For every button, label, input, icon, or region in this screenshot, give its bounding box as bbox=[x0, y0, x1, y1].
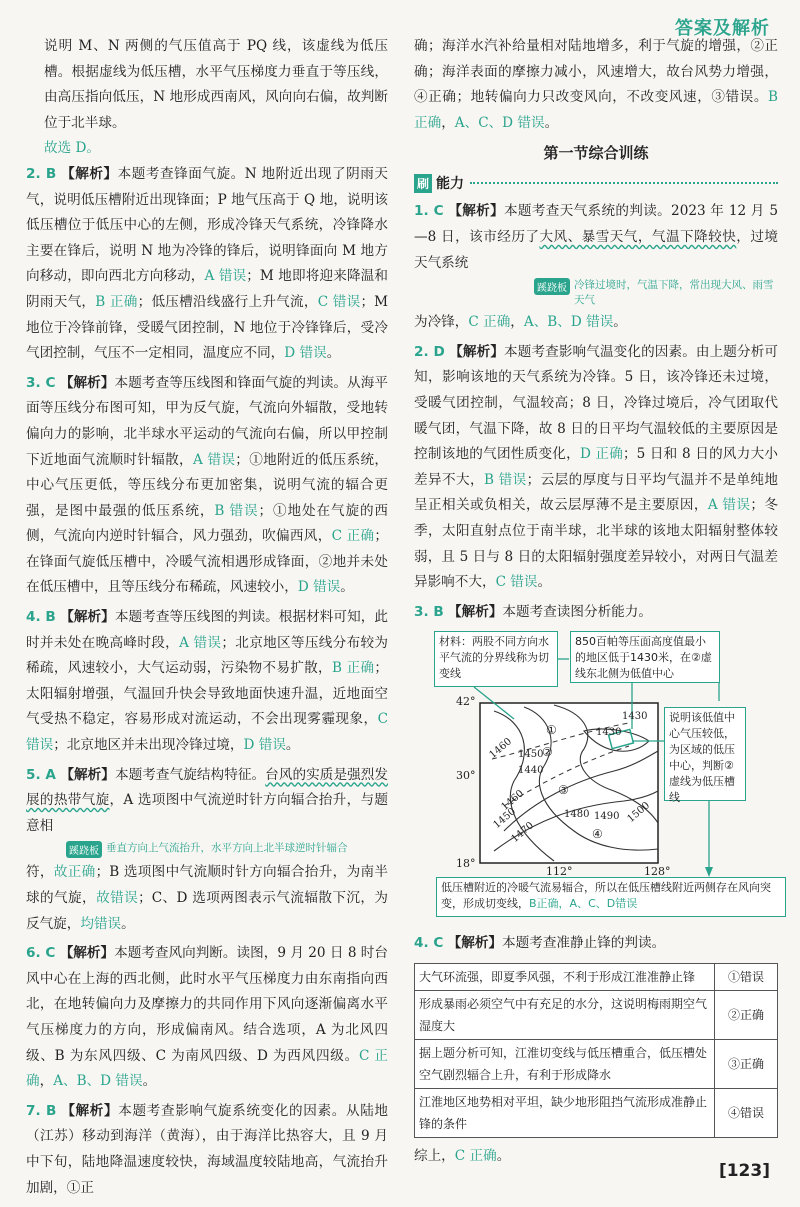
lon-label: 112° bbox=[546, 865, 573, 879]
paragraph-text: ；①地处在气旋的西侧，气流向内逆时针辐合，风力强劲，吹偏西风， bbox=[26, 502, 389, 545]
paragraph-text: 。 bbox=[142, 1073, 157, 1090]
verdict: A、B、D 错误 bbox=[53, 1073, 143, 1090]
table-cell: 据上题分析可知，江淮切变线与低压槽重合，低压槽处空气剧烈辐合上升，有利于形成降水 bbox=[415, 1039, 715, 1088]
verdict: C 正确 bbox=[454, 1147, 497, 1164]
section-title: 第一节综合训练 bbox=[543, 144, 649, 163]
page-header: 答案及解析 bbox=[675, 18, 770, 39]
dotted-divider bbox=[470, 182, 778, 184]
verdict: A 错误 bbox=[179, 634, 222, 651]
table-row bbox=[415, 963, 778, 990]
analysis-table bbox=[414, 963, 778, 1138]
analysis-tag: 【解析】 bbox=[448, 203, 505, 220]
verdict: A、C、D 错误 bbox=[454, 114, 545, 131]
question-number: 3. C bbox=[26, 374, 56, 391]
question-number: 4. C bbox=[414, 935, 444, 952]
question-number: 3. B bbox=[414, 603, 444, 620]
contour-value: 1500 bbox=[625, 800, 653, 826]
answer-item-r3 bbox=[414, 600, 778, 626]
analysis-tag: 【解析】 bbox=[60, 766, 115, 783]
paragraph-text: ， bbox=[39, 1073, 54, 1090]
paragraph-text: ；云层的厚度与日平均气温并不是单纯地呈正相关或负相关，故云层厚薄不是主要原因， bbox=[414, 471, 779, 514]
tip-note bbox=[66, 841, 388, 858]
paragraph-text: 符， bbox=[26, 864, 54, 881]
paragraph-text: ；5 日和 8 日的风力大小差异不大， bbox=[414, 446, 778, 488]
marker-3: ③ bbox=[558, 783, 569, 798]
verdict: B 错误 bbox=[214, 502, 259, 519]
tip-badge: 蹊跷板 bbox=[66, 841, 102, 858]
contour-value: 1460 bbox=[499, 788, 527, 814]
paragraph-text: 本题考查气旋结构特征。 bbox=[114, 766, 266, 783]
verdict: D 错误 bbox=[284, 345, 327, 362]
verdict: C 正确 bbox=[331, 528, 375, 545]
analysis-tag: 【解析】 bbox=[61, 165, 118, 182]
paragraph-text: 。 bbox=[496, 1147, 511, 1164]
answer-item-r1-cont bbox=[414, 310, 778, 336]
verdict: C 正确 bbox=[26, 1047, 388, 1090]
verdict: C 正确 bbox=[468, 314, 511, 331]
analysis-tag: 【解析】 bbox=[447, 935, 503, 952]
summary-text: 低压槽附近的冷暖气流易辐合，所以在低压槽线附近两侧存在风向突变，形成切变线， bbox=[441, 881, 771, 911]
answer-choice: 故选 D。 bbox=[44, 140, 101, 157]
ability-badge: 刷 bbox=[414, 174, 432, 193]
map-frame bbox=[480, 703, 658, 863]
table-row bbox=[415, 1039, 778, 1088]
answer-item-5 bbox=[26, 763, 388, 840]
paragraph-text: ；低压槽沿线盛行上升气流， bbox=[137, 293, 318, 310]
table-row bbox=[415, 1088, 778, 1137]
paragraph-text: 本题考查影响气温变化的因素。由上题分析可知，影响该地的天气系统为冷锋。5 日，该冷锋还未过境，受暖气团控制，气温较高；8 日，冷锋过境后，冷气团取代暖气团，气温下降，故 8 日的日平均气温较低的主要原因是控制该地的气团性质变化， bbox=[414, 343, 779, 463]
underlined-key-text: 台风的实质是强烈发展的热带气旋 bbox=[26, 766, 389, 809]
lat-label: 30° bbox=[456, 769, 476, 783]
paragraph-text: 。 bbox=[326, 345, 341, 362]
page-number-value: 123 bbox=[726, 1161, 763, 1181]
tip-badge: 蹊跷板 bbox=[534, 278, 570, 295]
table-cell: 江淮地区地势相对平坦，缺少地形阻挡气流形成准静止锋的条件 bbox=[415, 1088, 715, 1137]
contour-value: 1430 bbox=[596, 727, 622, 739]
question-number: 2. D bbox=[414, 343, 445, 360]
answer-item-r2 bbox=[414, 340, 778, 596]
marker-1: ① bbox=[546, 723, 557, 738]
lat-label: 42° bbox=[456, 695, 476, 709]
lon-label: 128° bbox=[644, 865, 671, 879]
continuation-text bbox=[26, 34, 388, 162]
contour-value: 1450 bbox=[491, 806, 519, 832]
paragraph-text: ，A 选项图中气流逆时针方向辐合抬升，与题意相 bbox=[26, 792, 389, 834]
paragraph-text: ；在锋面气旋低压槽中，冷暖气流相遇形成锋面，②地并未处在低压槽中，且等压线分布稀疏，风速较小， bbox=[26, 528, 388, 596]
paragraph-text: 。 bbox=[613, 314, 627, 331]
underlined-key-text: 大风、暴雪天气，气温下降较快 bbox=[539, 228, 737, 245]
paragraph-text: 说明 M、N 两侧的气压值高于 PQ 线，该虚线为低压槽。根据虚线为低压槽，水平气压梯度力垂直于等压线，由高压指向低压，N 地形成西南风，风向向右偏，故判断位于北半球。 bbox=[44, 38, 388, 131]
table-result: ③正确 bbox=[715, 1039, 778, 1088]
answer-item-3 bbox=[26, 371, 388, 601]
answer-item-6 bbox=[26, 941, 388, 1095]
question-number: 2. B bbox=[26, 165, 57, 182]
paragraph-text: 本题考查影响气旋系统变化的因素。从陆地（江苏）移动到海洋（黄海），由于海洋比热容大，且 9 月中下旬，陆地降温速度较快，海域温度较陆地高，气流抬升加剧，①正 bbox=[26, 1102, 389, 1196]
paragraph-text: ；北京地区并未出现冷锋过境， bbox=[53, 737, 244, 754]
paragraph-text: 。 bbox=[544, 114, 559, 131]
paragraph-text: ；C、D 选项两图表示气流辐散下沉，为反气旋， bbox=[26, 890, 388, 932]
verdict: C 错误 bbox=[26, 711, 388, 754]
paragraph-text: ；冬季，太阳直射点位于南半球，北半球的该地太阳辐射整体较弱，且 5 日与 8 日的太阳辐射强度差异较小，对两日气温差异影响不大， bbox=[414, 497, 779, 591]
analysis-tag: 【解析】 bbox=[61, 1102, 119, 1119]
verdict: B正确，A、C、D错误 bbox=[529, 897, 638, 911]
paragraph-text: ；M 地位于冷锋前锋，受暖气团控制，N 地位于冷锋锋后，受冷气团控制，气压不一定相同，温度应不同， bbox=[26, 293, 388, 362]
verdict: A 错误 bbox=[707, 497, 751, 514]
table-result: ①错误 bbox=[715, 963, 778, 990]
conclusion-box: 说明该低值中心气压较低，为区域的低压中心，判断②虚线为低压槽线 bbox=[664, 707, 746, 801]
paragraph-text: ；①地附近的低压系统，中心气压更低，等压线分布更加密集，说明气流的辐合更强，是图中最强的低压系统， bbox=[26, 451, 389, 519]
isobar-diagram bbox=[434, 631, 794, 921]
paragraph-text: 本题考查锋面气旋。N 地附近出现了阴雨天气，说明低压槽附近出现锋面；P 地气压高于 Q 地，说明该低压槽位于低压中心的左侧，形成冷锋天气系统，冷锋降水主要在锋后，说明 N 地为冷锋的锋后，说明锋面向 M 地方向移动，即向西北方向移动， bbox=[26, 165, 389, 285]
question-number: 7. B bbox=[26, 1102, 57, 1119]
table-row bbox=[415, 990, 778, 1039]
marker-4: ④ bbox=[592, 827, 603, 842]
table-result: ④错误 bbox=[715, 1088, 778, 1137]
answer-item-7 bbox=[26, 1099, 388, 1201]
paragraph-text: ；M 地即将迎来降温和阴雨天气， bbox=[26, 268, 388, 310]
tip-text: 冷锋过境时，气温下降，常出现大风、雨雪天气 bbox=[574, 279, 774, 307]
paragraph-text: ，过境天气系统 bbox=[414, 228, 779, 271]
material-box: 材料：两股不同方向水平气流的分界线称为切变线 bbox=[434, 631, 558, 687]
analysis-tag: 【解析】 bbox=[448, 603, 503, 620]
analysis-tag: 【解析】 bbox=[449, 343, 505, 360]
contour-value: 1480 bbox=[564, 809, 590, 821]
answer-item-r4 bbox=[414, 931, 778, 957]
paragraph-text: 本题考查读图分析能力。 bbox=[502, 603, 652, 620]
answer-item-r1 bbox=[414, 199, 778, 276]
table-result: ②正确 bbox=[715, 990, 778, 1039]
contour-value: 1470 bbox=[509, 820, 537, 846]
verdict: D 错误 bbox=[243, 737, 286, 754]
verdict: A 错误 bbox=[204, 268, 247, 285]
verdict: C 错误 bbox=[317, 293, 361, 310]
paragraph-text: 本题考查等压线图的判读。根据材料可知，此时并未处在晚高峰时段， bbox=[26, 609, 389, 651]
verdict: D 错误 bbox=[297, 579, 341, 596]
continuation-text bbox=[414, 34, 778, 136]
answer-item-2 bbox=[26, 162, 388, 367]
verdict: A 错误 bbox=[192, 451, 236, 468]
verdict: B 错误 bbox=[483, 471, 527, 488]
summary-box bbox=[436, 877, 786, 917]
answer-item-4 bbox=[26, 605, 388, 759]
question-number: 6. C bbox=[26, 945, 56, 962]
analysis-tag: 【解析】 bbox=[60, 609, 115, 626]
paragraph-text: 本题考查等压线图和锋面气旋的判读。从海平面等压线分布图可知，甲为反气旋，气流向外辐散，受地转偏向力的影响，北半球水平运动的气流向右偏，所以甲控制下近地面气流顺时针辐散， bbox=[26, 374, 388, 468]
lat-label: 18° bbox=[456, 857, 476, 871]
verdict: B 正确 bbox=[331, 660, 375, 677]
analysis-tag: 【解析】 bbox=[59, 945, 115, 962]
verdict: A、B、D 错误 bbox=[523, 314, 614, 331]
answer-item-5-cont bbox=[26, 860, 388, 937]
paragraph-text: 确；海洋水汽补给量相对陆地增多，利于气旋的增强，②正确；海洋表面的摩擦力减小，风速增大，故台风势力增强，④正确；地转偏向力只改变风向，不改变风速，③错误。 bbox=[414, 38, 778, 106]
marker-2: ② bbox=[542, 745, 553, 760]
question-number: 5. A bbox=[26, 766, 56, 783]
paragraph-text: 。 bbox=[121, 915, 135, 932]
verdict: C 错误 bbox=[495, 574, 538, 591]
paragraph-text: 综上， bbox=[414, 1147, 455, 1164]
contour-value: 1460 bbox=[487, 736, 515, 762]
paragraph-text: ；B 选项图中气流顺时针方向辐合抬升，为南半球的气旋， bbox=[26, 864, 389, 906]
contour-value: 1430 bbox=[622, 711, 648, 723]
contour-value: 1440 bbox=[518, 765, 544, 777]
page-number: [123] bbox=[718, 1161, 770, 1181]
tip-text: 垂直方向上气流抬升，水平方向上北半球逆时针辐合 bbox=[106, 842, 348, 855]
verdict: B 正确 bbox=[414, 89, 778, 131]
tip-note bbox=[534, 278, 778, 308]
table-cell: 形成暴雨必须空气中有充足的水分，这说明梅雨期空气湿度大 bbox=[415, 990, 715, 1039]
contour-value: 1450 bbox=[518, 749, 544, 761]
paragraph-text: 本题考查风向判断。读图，9 月 20 日 8 时台风中心在上海的西北侧，此时水平气压梯度力由东南指向西北，在地转偏向力及摩擦力的共同作用下风向逐渐偏离水平气压梯度力的方向，形成偏南风。结合选项，A 为北风四级、B 为东风四级、C 为南风四级、D 为西风四级。 bbox=[26, 945, 389, 1064]
table-cell: 大气环流强，即夏季风强，不利于形成江淮准静止锋 bbox=[415, 963, 715, 990]
paragraph-text: 为冷锋， bbox=[414, 314, 469, 331]
explanation-box: 850百帕等压面高度值最小的地区低于1430米，在②虚线东北侧为低值中心 bbox=[570, 631, 720, 683]
ability-heading bbox=[414, 173, 778, 193]
left-column bbox=[26, 34, 388, 1205]
analysis-tag: 【解析】 bbox=[59, 374, 115, 391]
paragraph-text: ；太阳辐射增强，气温回升快会导致地面快速升温，近地面空气受热不稳定，容易形成对流运动，不会出现雾霾现象， bbox=[26, 660, 389, 728]
verdict: 均错误 bbox=[80, 915, 122, 932]
verdict: D 正确 bbox=[579, 446, 624, 463]
verdict: 故错误 bbox=[96, 890, 139, 906]
ability-label: 能力 bbox=[436, 176, 465, 193]
paragraph-text: ；北京地区等压线分布较为稀疏，风速较小，大气运动弱，污染物不易扩散， bbox=[26, 634, 389, 677]
question-number: 1. C bbox=[414, 203, 444, 220]
paragraph-text: 。 bbox=[285, 737, 300, 754]
paragraph-text: 本题考查天气系统的判读。2023 年 12 月 5—8 日，该市经历了 bbox=[414, 203, 779, 245]
paragraph-text: 。 bbox=[340, 579, 354, 596]
question-number: 4. B bbox=[26, 609, 56, 626]
paragraph-text: ， bbox=[441, 114, 455, 131]
verdict: B 正确 bbox=[95, 293, 138, 310]
paragraph-text: 。 bbox=[537, 574, 552, 591]
contour-value: 1490 bbox=[594, 811, 620, 823]
paragraph-text: ， bbox=[510, 314, 524, 331]
paragraph-text: 本题考查准静止锋的判读。 bbox=[502, 935, 666, 952]
right-column bbox=[414, 34, 778, 1169]
verdict: 故正确 bbox=[53, 864, 96, 881]
